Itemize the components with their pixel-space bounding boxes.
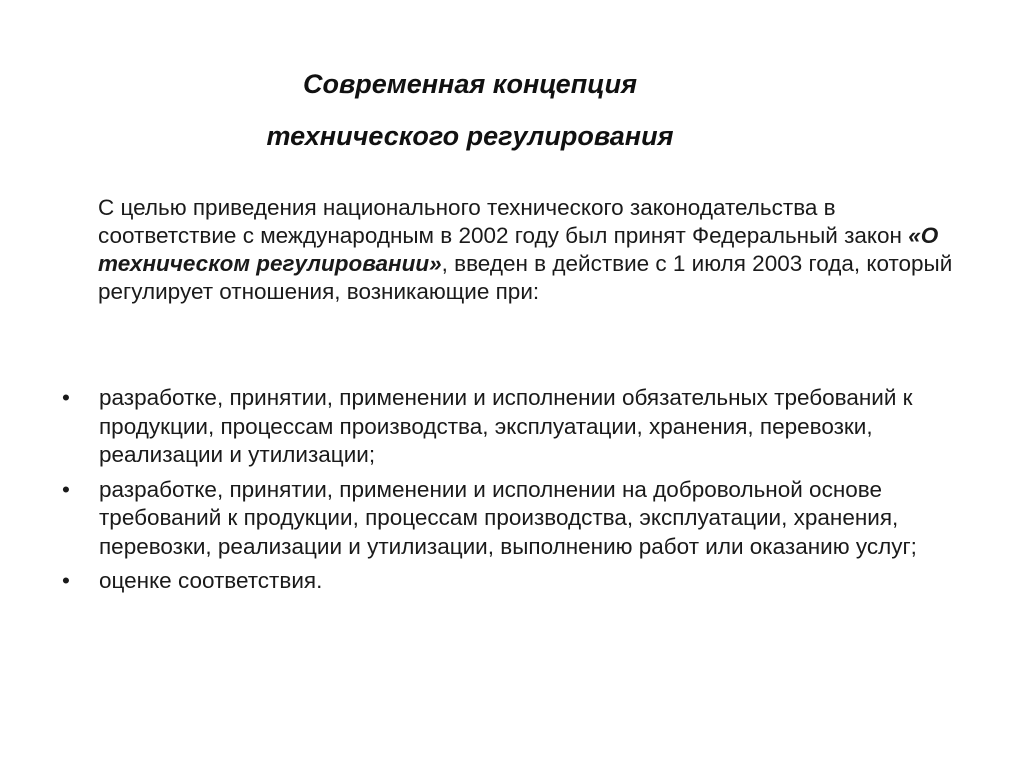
bullet-list (62, 384, 962, 602)
list-item (62, 476, 962, 562)
list-item (62, 567, 962, 596)
intro-text-after: , введен в действие с 1 июля 2003 года, который регулирует отношения, возникающие при: (98, 251, 953, 304)
slide-title (150, 58, 790, 162)
list-item-text: оценке соответствия. (99, 568, 323, 593)
list-item-text: разработке, принятии, применении и исполнении обязательных требований к продукции, процессам производства, эксплуатации, хранения, перевозки, реализации и утилизации; (99, 385, 913, 467)
slide-title-line-1: Современная концепция (302, 69, 638, 99)
law-name: «О техническом регулировании» (98, 223, 939, 276)
bullet-marker: • (62, 568, 70, 593)
list-item (62, 384, 962, 470)
bullet-marker: • (62, 385, 70, 410)
list-item-text: разработке, принятии, применении и исполнении на добровольной основе требований к продукции, процессам производства, эксплуатации, хранения, перевозки, реализации и утилизации, выполнению работ или оказанию услуг; (99, 476, 917, 559)
slide-title-line-2: технического регулирования (266, 121, 674, 151)
bullet-marker: • (62, 476, 70, 502)
intro-text-before: С целью приведения национального технического законодательства в соответствие с международным в 2002 году был принят Федеральный закон (98, 195, 909, 248)
intro-paragraph (98, 194, 978, 306)
